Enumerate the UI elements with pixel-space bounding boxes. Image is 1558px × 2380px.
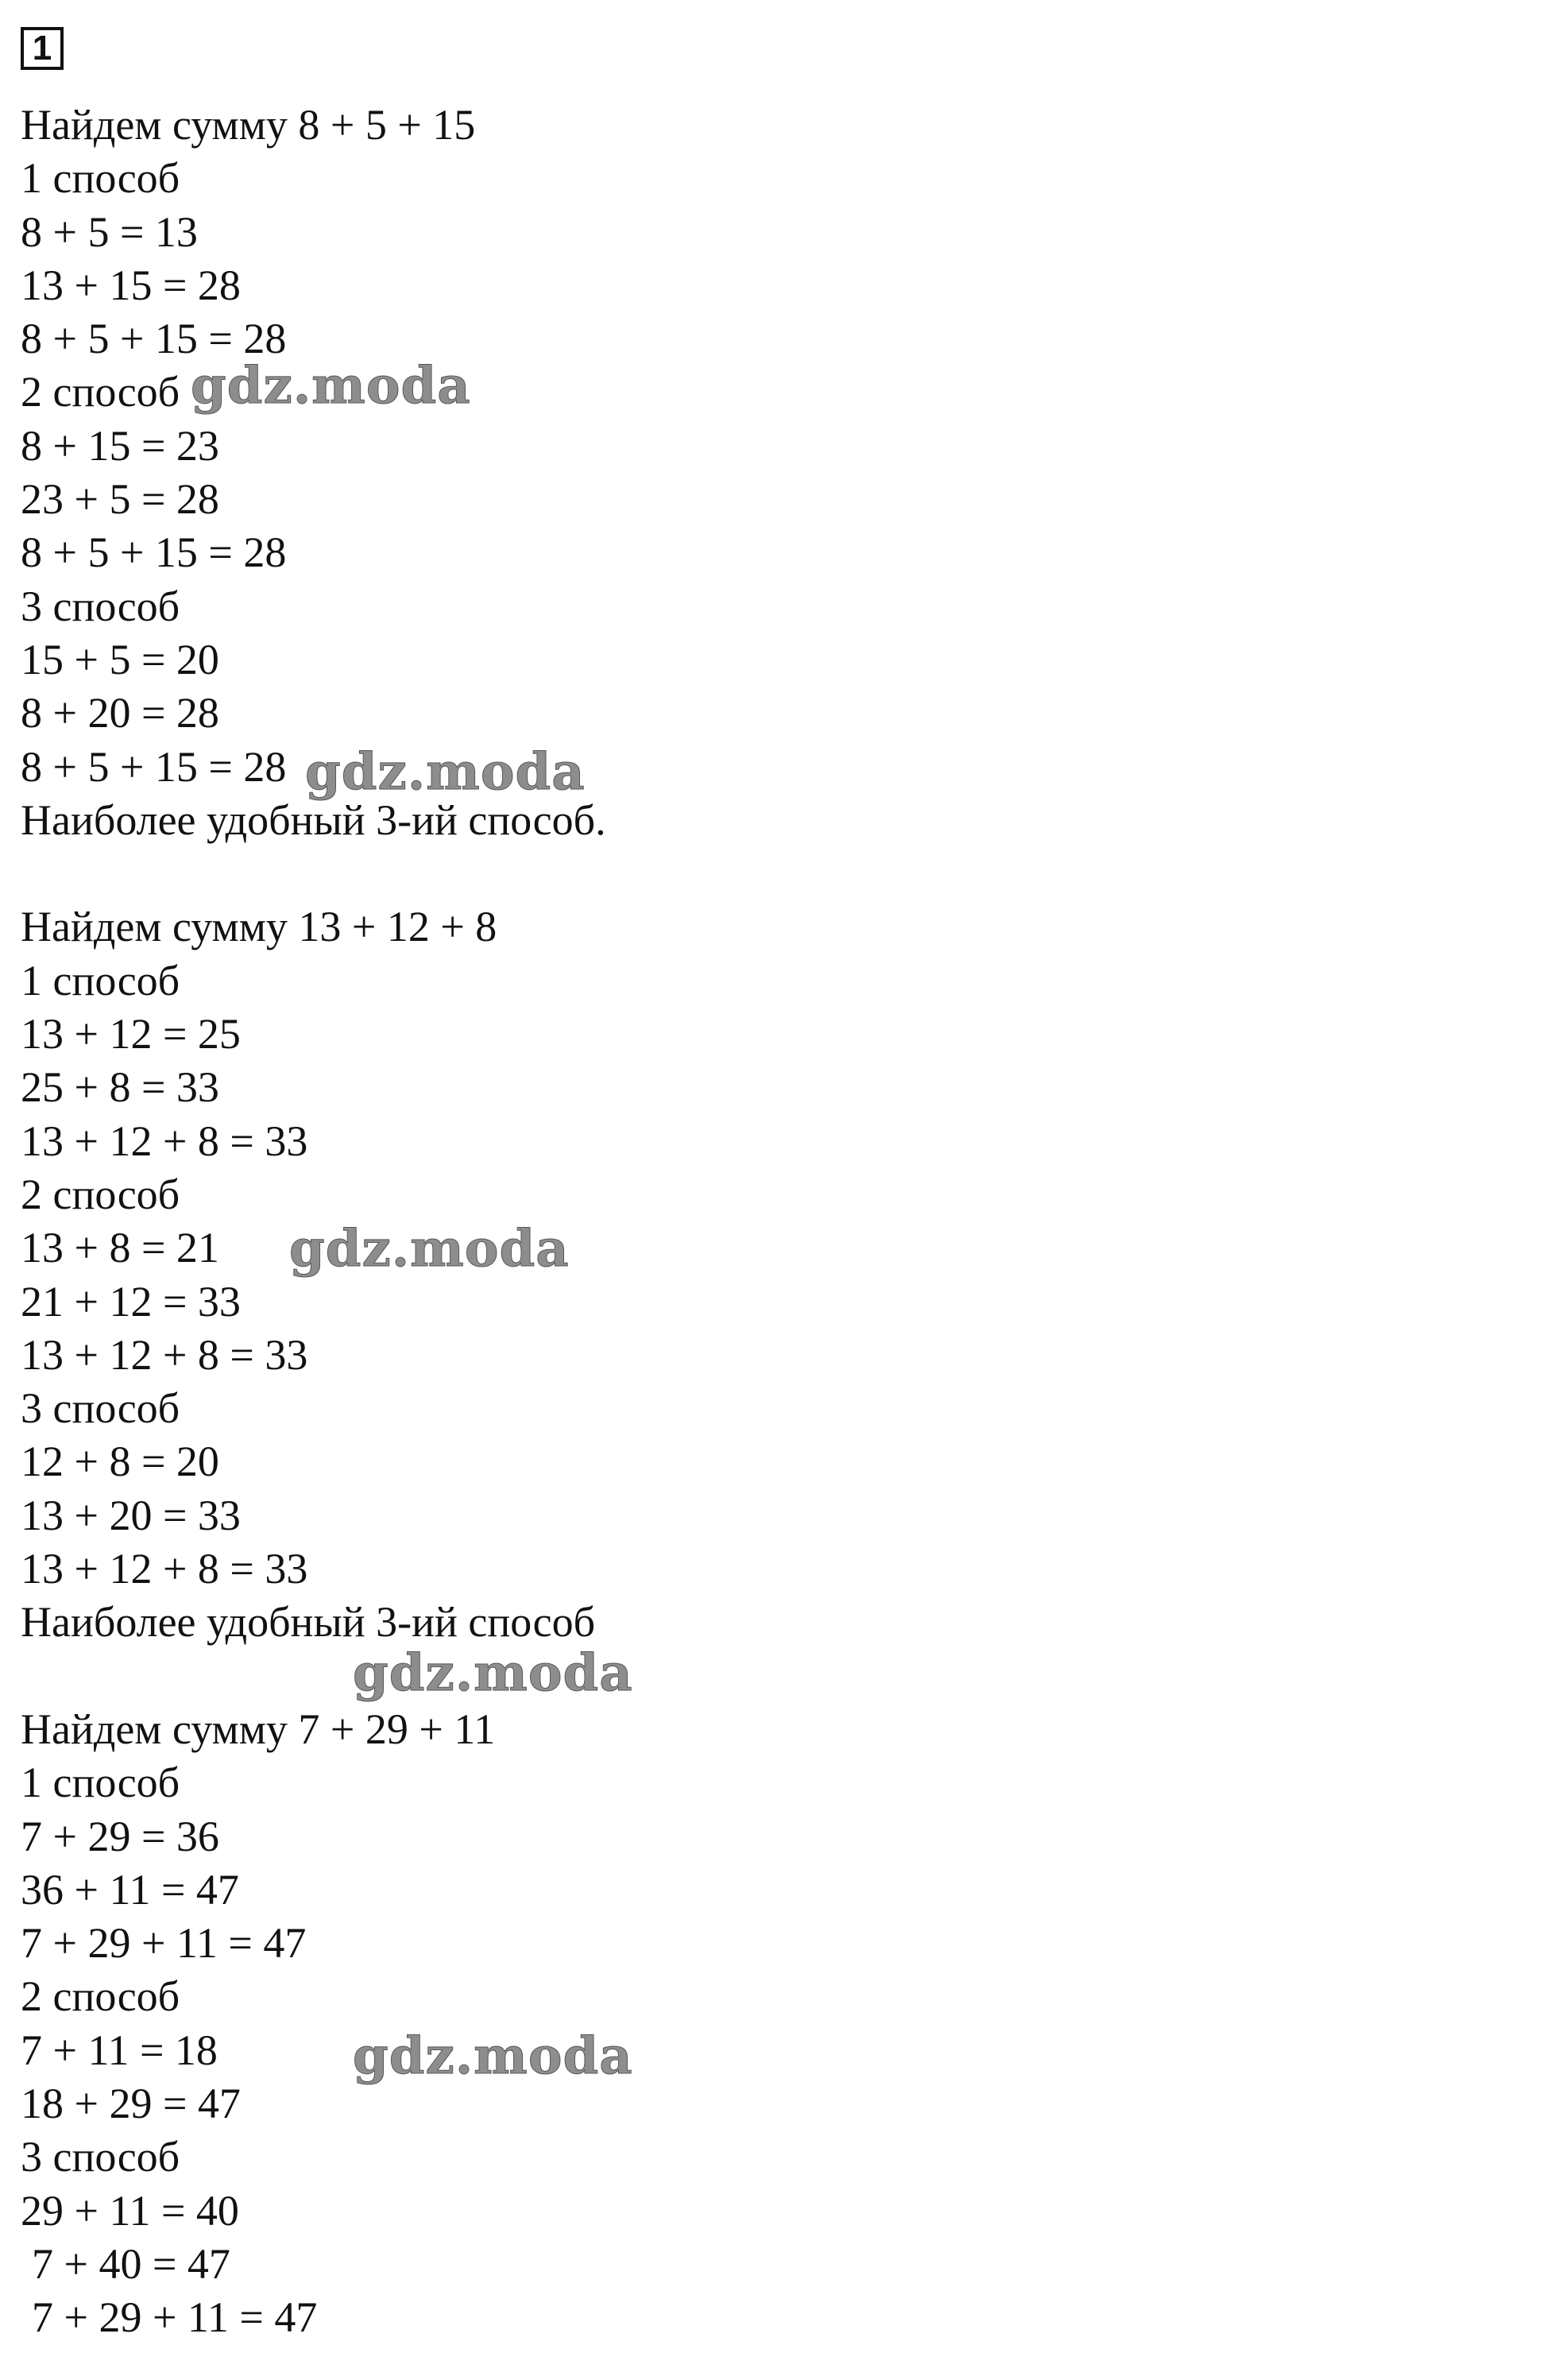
watermark-logo: gdz.moda bbox=[191, 356, 471, 416]
problem-3 bbox=[21, 1703, 1530, 2345]
problem-1-line: 8 + 5 = 13 bbox=[21, 207, 198, 256]
solution-document bbox=[21, 99, 1530, 2344]
problem-2-line: 25 + 8 = 33 bbox=[21, 1063, 219, 1112]
problem-2-line: 13 + 20 = 33 bbox=[21, 1491, 241, 1539]
task-number-box: 1 bbox=[21, 27, 64, 70]
watermark-logo: gdz.moda bbox=[305, 742, 586, 802]
problem-1-line: 8 + 15 = 23 bbox=[21, 421, 219, 470]
problem-3-line: 7 + 29 + 11 = 47 bbox=[32, 2293, 318, 2342]
problem-2-line: 13 + 12 + 8 = 33 bbox=[21, 1116, 308, 1165]
problem-3-line: 1 способ bbox=[21, 1759, 180, 1807]
problem-2-line: Найдем сумму 13 + 12 + 8 bbox=[21, 903, 497, 951]
problem-3-line: 7 + 29 + 11 = 47 bbox=[21, 1919, 307, 1968]
problem-3-line: Найдем сумму 7 + 29 + 11 bbox=[21, 1705, 496, 1753]
problem-1 bbox=[21, 99, 1530, 847]
problem-2-conclusion: Наиболее удобный 3-ий способ bbox=[21, 1598, 596, 1647]
problem-2-line: 13 + 8 = 21 bbox=[21, 1224, 219, 1272]
problem-1-line: 13 + 15 = 28 bbox=[21, 261, 241, 309]
problem-1-line: 2 способ bbox=[21, 368, 180, 416]
problem-3-line: 29 + 11 = 40 bbox=[21, 2186, 239, 2235]
problem-1-line: 23 + 5 = 28 bbox=[21, 475, 219, 524]
problem-3-line: 7 + 11 = 18 bbox=[21, 2026, 218, 2074]
problem-3-line: 3 способ bbox=[21, 2133, 180, 2181]
problem-1-line: 15 + 5 = 20 bbox=[21, 635, 219, 683]
problem-2 bbox=[21, 900, 1530, 1649]
problem-3-line: 7 + 29 = 36 bbox=[21, 1812, 219, 1860]
problem-1-line: 8 + 5 + 15 = 28 bbox=[21, 315, 287, 363]
problem-2-line: 13 + 12 + 8 = 33 bbox=[21, 1330, 308, 1379]
spacer bbox=[21, 1650, 1530, 1703]
problem-2-line: 12 + 8 = 20 bbox=[21, 1438, 219, 1486]
problem-3-line: 18 + 29 = 47 bbox=[21, 2079, 241, 2127]
problem-3-line: 7 + 40 = 47 bbox=[32, 2239, 230, 2288]
problem-1-line: 8 + 5 + 15 = 28 bbox=[21, 528, 287, 577]
problem-1-line: 8 + 20 = 28 bbox=[21, 689, 219, 737]
problem-1-line: 1 способ bbox=[21, 154, 180, 203]
problem-2-line: 21 + 12 = 33 bbox=[21, 1277, 241, 1325]
problem-1-line: 3 способ bbox=[21, 582, 180, 630]
problem-2-line: 2 способ bbox=[21, 1170, 180, 1218]
spacer bbox=[21, 847, 1530, 900]
problem-1-line: Найдем сумму 8 + 5 + 15 bbox=[21, 101, 476, 149]
problem-1-line: 8 + 5 + 15 = 28 bbox=[21, 742, 287, 791]
watermark-logo: gdz.moda bbox=[353, 1643, 633, 1703]
watermark-logo: gdz.moda bbox=[289, 1219, 570, 1279]
problem-2-line: 1 способ bbox=[21, 956, 180, 1004]
problem-3-line: 36 + 11 = 47 bbox=[21, 1865, 239, 1914]
problem-2-line: 13 + 12 = 25 bbox=[21, 1010, 241, 1058]
problem-1-conclusion: Наиболее удобный 3-ий способ. bbox=[21, 795, 606, 844]
problem-2-line: 3 способ bbox=[21, 1384, 180, 1433]
problem-3-line: 2 способ bbox=[21, 1972, 180, 2021]
problem-2-line: 13 + 12 + 8 = 33 bbox=[21, 1545, 308, 1593]
watermark-logo: gdz.moda bbox=[353, 2026, 633, 2086]
